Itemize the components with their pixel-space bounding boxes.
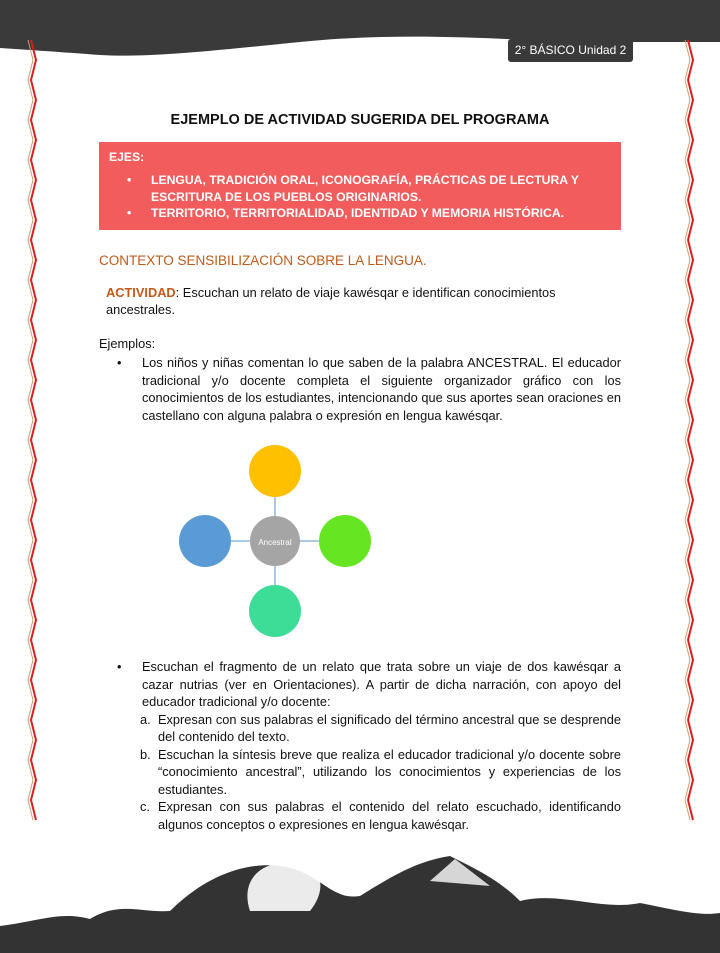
example-bullet: • Escuchan el fragmento de un relato que trata sobre un viaje de dos kawésqar a cazar nutrias (ver en Orientaciones). A partir de dicha narración, con apoyo del educador tradicional y/o docente: (99, 658, 621, 711)
sub-item: b. Escuchan la síntesis breve que realiza el educador tradicional y/o docente sobre “conocimiento ancestral”, utilizando los conocimientos y experiencias de los estudiantes. (140, 746, 621, 797)
examples-label: Ejemplos: (99, 335, 156, 351)
sub-item: c. Expresan con sus palabras el contenido del relato escuchado, identificando algunos conceptos o expresiones en lengua kawésqar. (140, 799, 621, 832)
activity-label: ACTIVIDAD (106, 284, 176, 300)
example-bullet: • Los niños y niñas comentan lo que saben de la palabra ANCESTRAL. El educador tradicional y/o docente completa el siguiente organizador gráfico con los conocimientos de los estudiantes, intencionando que sus aportes sean oraciones en castellano con alguna palabra o expresión en lengua kawésqar. (99, 354, 621, 424)
grade-unit-badge: 2° BÁSICO Unidad 2 (508, 39, 633, 62)
page-content (99, 0, 621, 953)
diagram-center-label: Ancestral (258, 538, 292, 547)
sub-item-list (99, 711, 621, 834)
section-heading: CONTEXTO SENSIBILIZACIÓN SOBRE LA LENGUA. (99, 252, 427, 268)
diagram-node-bottom (249, 585, 301, 637)
activity-line (106, 284, 621, 319)
eje-item: • TERRITORIO, TERRITORIALIDAD, IDENTIDAD Y MEMORIA HISTÓRICA. (109, 205, 611, 222)
eje-item: • LENGUA, TRADICIÓN ORAL, ICONOGRAFÍA, PRÁCTICAS DE LECTURA Y ESCRITURA DE LOS PUEBLOS ORIGINARIOS. (109, 172, 611, 205)
page-title: EJEMPLO DE ACTIVIDAD SUGERIDA DEL PROGRAMA (170, 112, 550, 128)
ejes-label: EJES: (109, 150, 145, 164)
diagram-node-right (319, 515, 371, 567)
ejes-box (99, 142, 621, 230)
organizer-diagram (170, 436, 390, 646)
diagram-node-left (179, 515, 231, 567)
activity-text: : Escuchan un relato de viaje kawésqar e identifican conocimientos ancestrales. (106, 284, 556, 317)
diagram-node-top (249, 445, 301, 497)
sub-item: a. Expresan con sus palabras el significado del término ancestral que se desprende del contenido del texto. (140, 711, 621, 744)
